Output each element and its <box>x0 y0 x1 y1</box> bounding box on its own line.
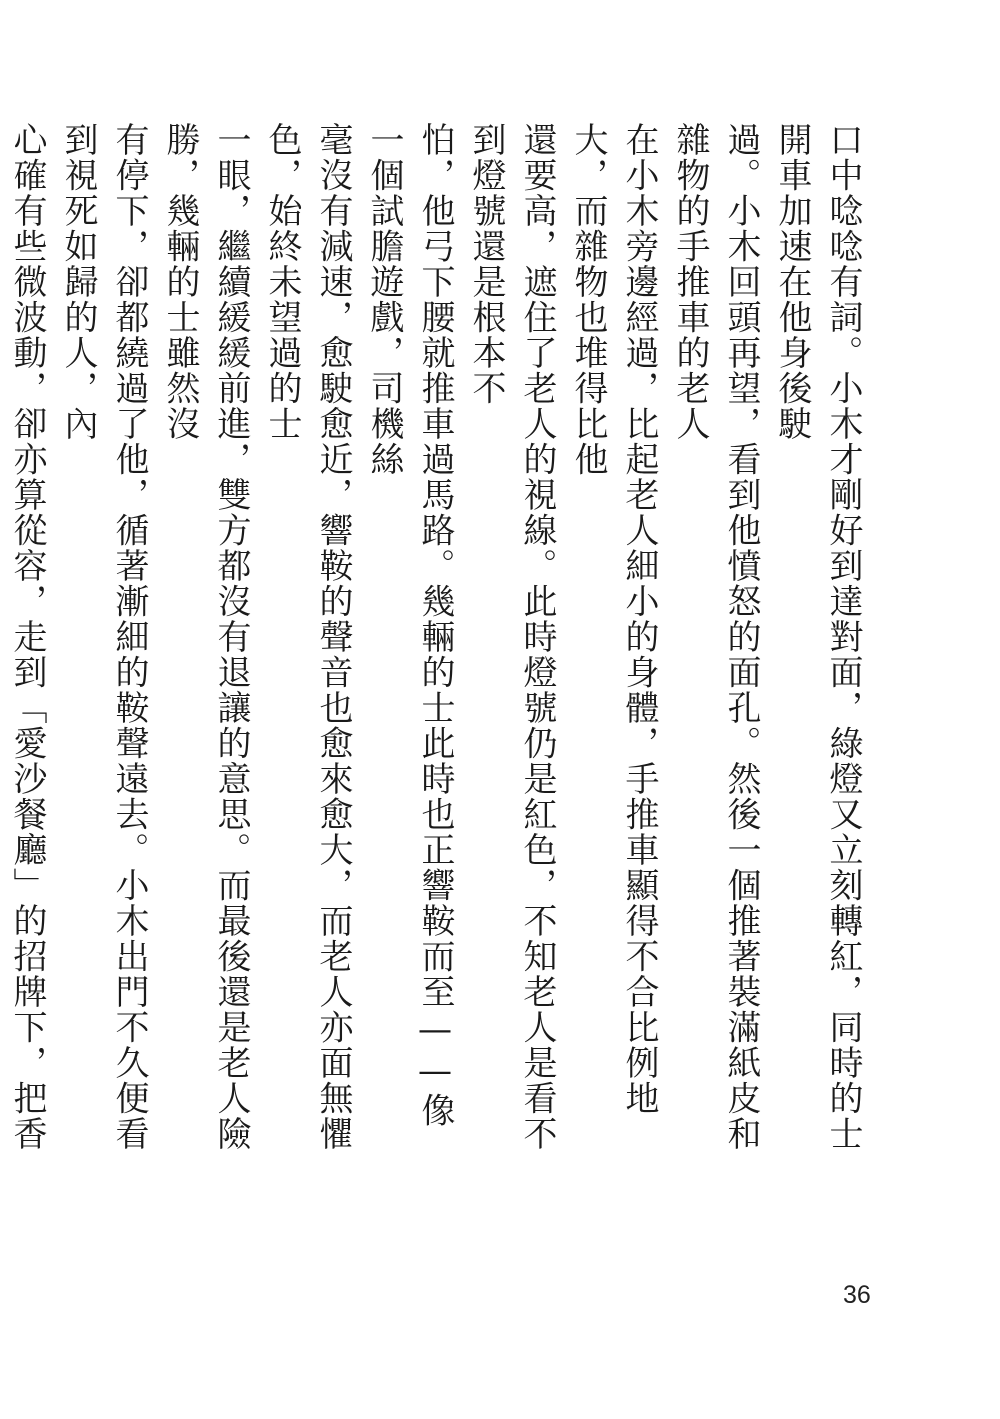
body-text <box>0 122 868 1157</box>
paragraph-1: 口中唸唸有詞。小木才剛好到達對面，綠燈又立刻轉紅，同時的士開車加速在他身後駛 過。小木回頭再望，看到他憤怒的面孔。然後一個推著裝滿紙皮和雜物的手推車的老人 在小木旁邊經過，比起老人細小的身體，手推車顯得不合比例地大，而雜物也堆得比他 還要高，遮住了老人的視線。此時燈號仍是紅色，不知老人是看不到燈號還是根本不 怕，他弓下腰就推車過馬路。幾輛的士此時也正響鞍而至——像一個試膽遊戲，司機絲 毫沒有減速，愈駛愈近，響鞍的聲音也愈來愈大，而老人亦面無懼色，始終未望過的士 一眼，繼續緩緩前進，雙方都沒有退讓的意思。而最後還是老人險勝，幾輛的士雖然沒 有停下，卻都繞過了他，循著漸細的鞍聲遠去。小木出門不久便看到視死如歸的人，內 心確有些微波動，卻亦算從容，走到「愛沙餐廳」的招牌下，把香 <box>7 122 863 1152</box>
page-number: 36 <box>843 1281 871 1309</box>
